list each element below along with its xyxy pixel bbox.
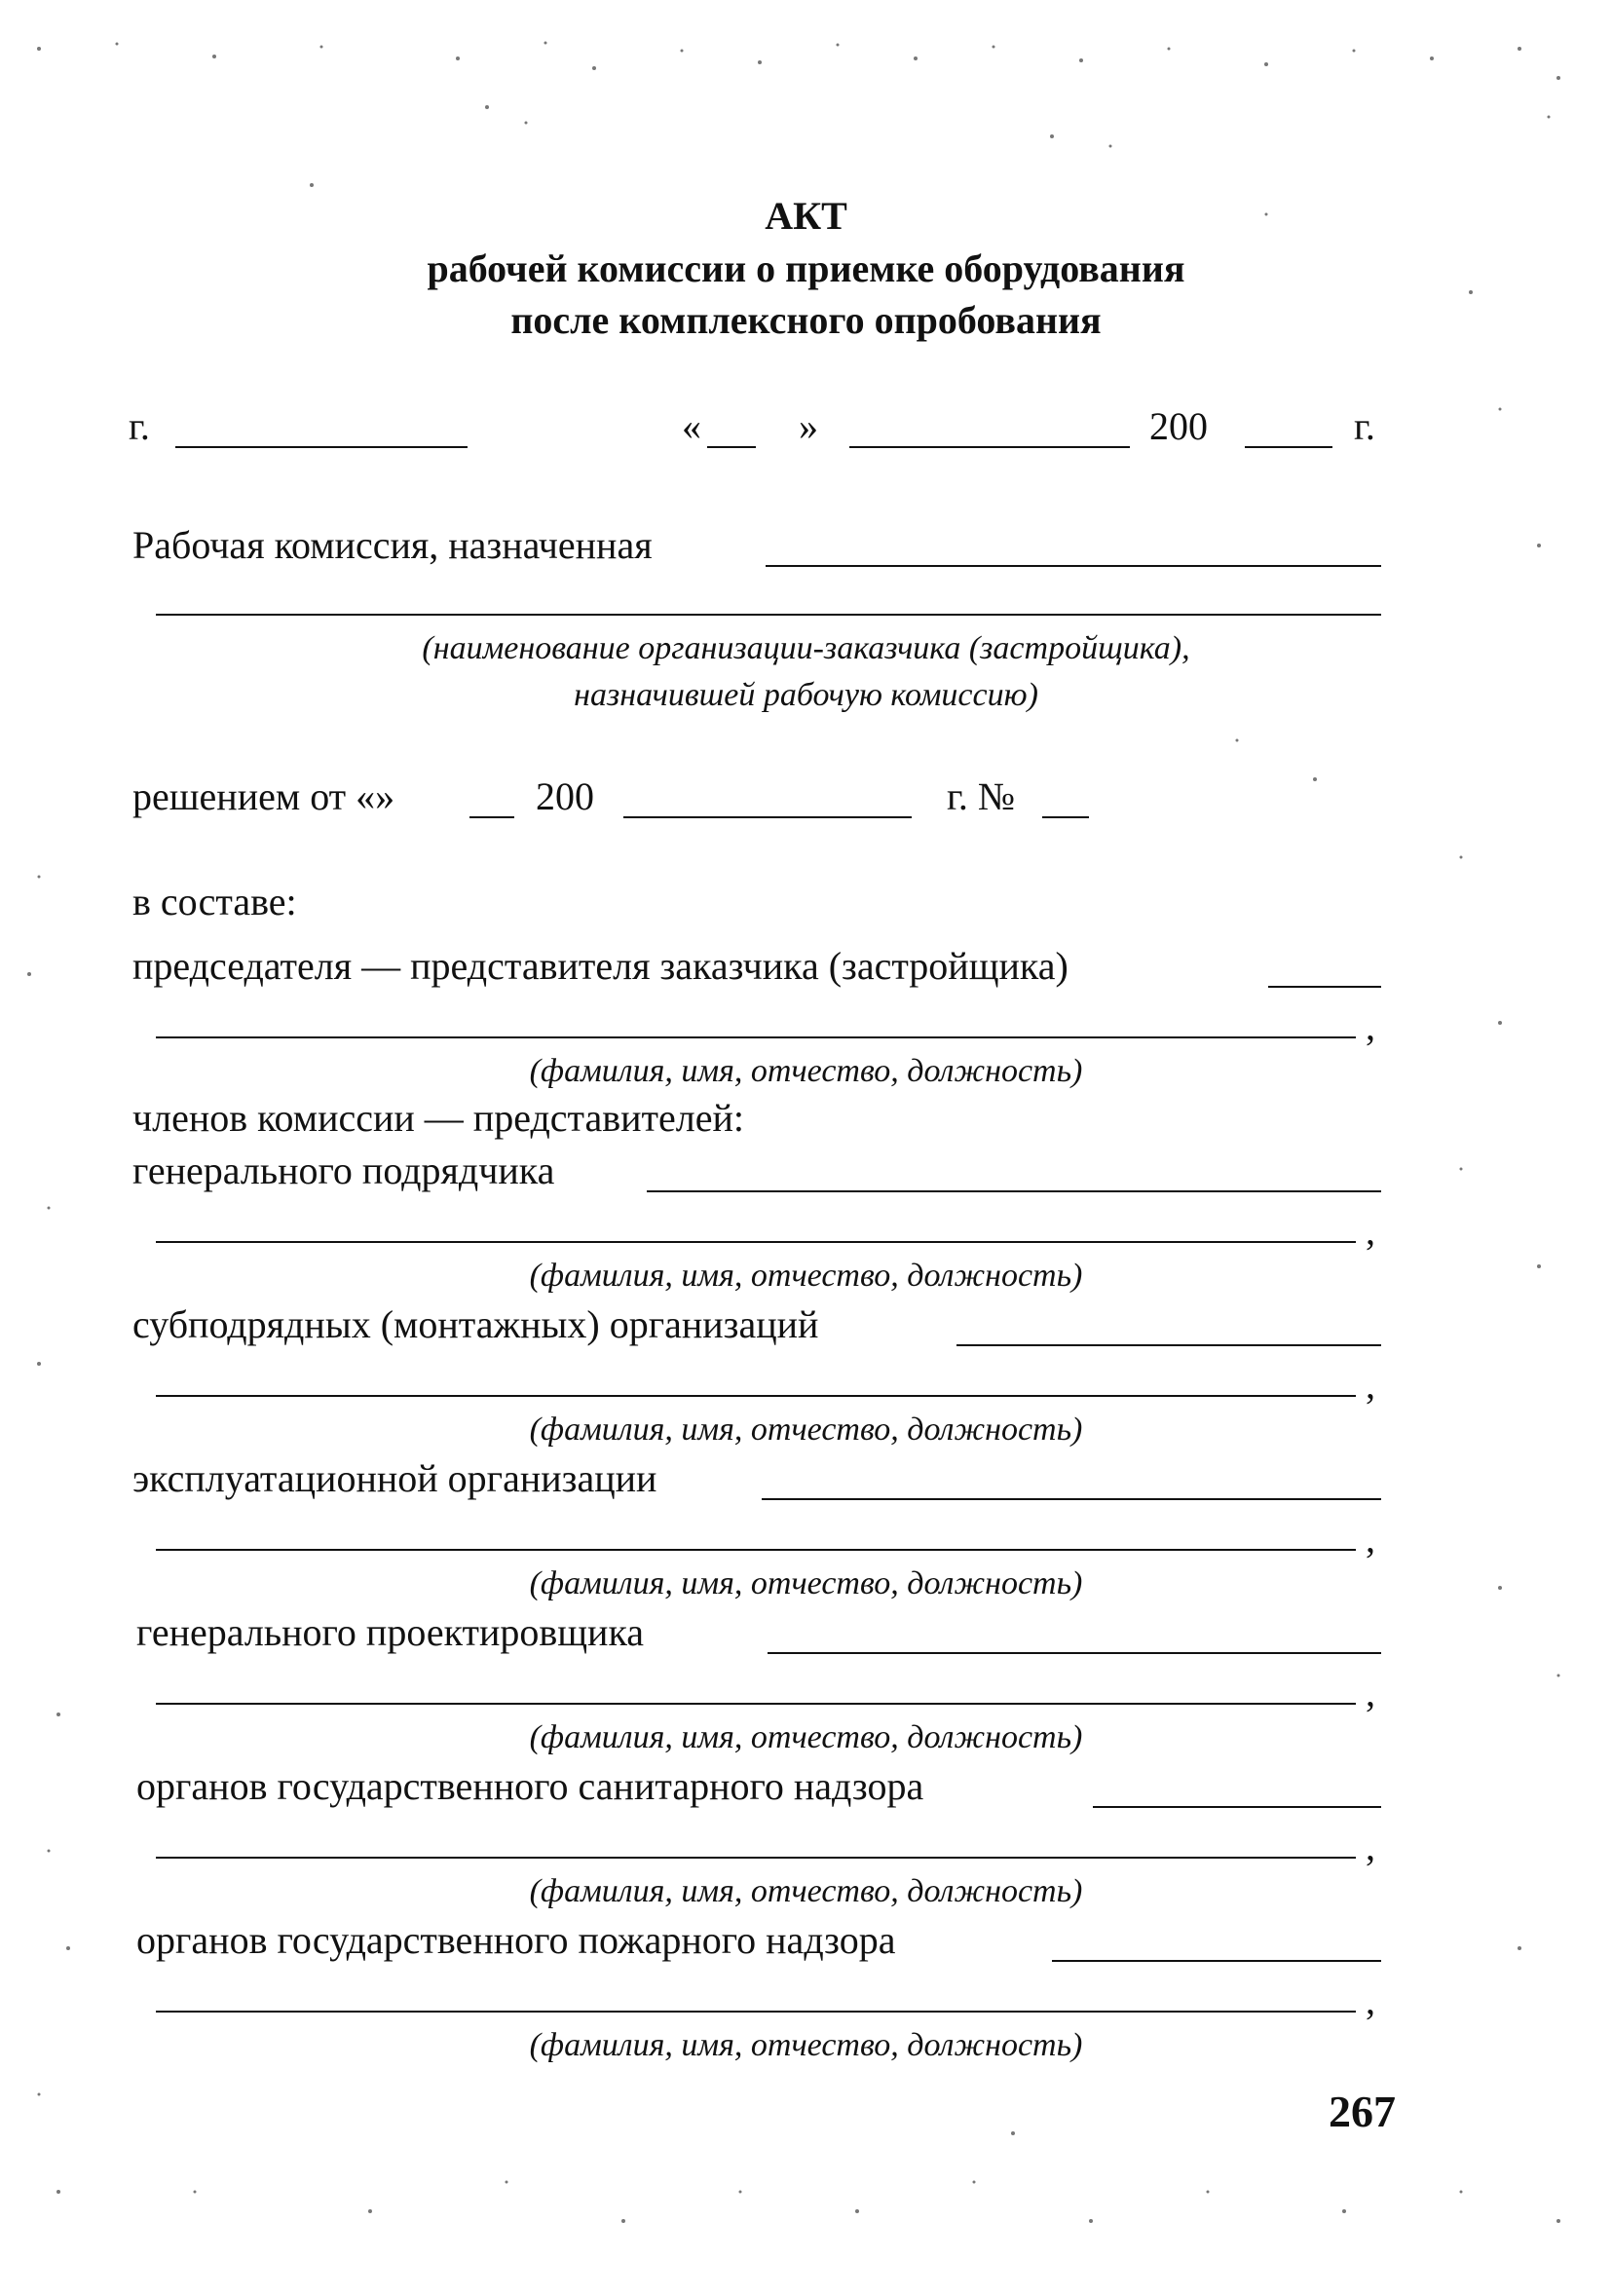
sanitary-field[interactable] — [1093, 1806, 1381, 1808]
commission-note-1: (наименование организации-заказчика (застройщика), — [422, 630, 1190, 666]
commission-org-field-2[interactable] — [156, 614, 1381, 616]
comma: , — [1366, 1825, 1375, 1868]
year-suffix: г. — [1354, 404, 1375, 448]
operating-org-field-2[interactable] — [156, 1549, 1356, 1551]
comma: , — [1366, 1004, 1375, 1048]
document-title: АКТ — [765, 194, 847, 238]
commission-note-2: назначившей рабочую комиссию) — [574, 677, 1038, 713]
decision-prefix: решением от «» — [132, 774, 395, 818]
person-note: (фамилия, имя, отчество, должность) — [529, 1565, 1083, 1601]
chairman-field-2[interactable] — [156, 1036, 1356, 1038]
city-field[interactable] — [175, 446, 468, 448]
chairman-field[interactable] — [1268, 986, 1381, 988]
person-note: (фамилия, имя, отчество, должность) — [529, 2027, 1083, 2063]
operating-org-field[interactable] — [762, 1498, 1381, 1500]
general-designer-field[interactable] — [768, 1652, 1381, 1654]
operating-org-label: эксплуатационной организации — [132, 1456, 657, 1500]
general-designer-field-2[interactable] — [156, 1703, 1356, 1705]
day-quote-open: « — [682, 404, 701, 448]
page-number: 267 — [1329, 2087, 1396, 2136]
composition-label: в составе: — [132, 880, 297, 923]
subcontractors-field[interactable] — [956, 1344, 1381, 1346]
decision-number-label: г. № — [947, 774, 1016, 818]
chairman-label: председателя — представителя заказчика (застройщика) — [132, 944, 1068, 988]
decision-day-field[interactable] — [469, 816, 514, 818]
day-quote-close: » — [799, 404, 818, 448]
month-field[interactable] — [849, 446, 1130, 448]
city-prefix: г. — [129, 404, 150, 448]
decision-year: 200 — [536, 774, 594, 818]
subcontractors-label: субподрядных (монтажных) организаций — [132, 1302, 819, 1346]
document-subtitle-line1: рабочей комиссии о приемке оборудования — [427, 246, 1185, 290]
comma: , — [1366, 1209, 1375, 1253]
members-label: членов комиссии — представителей: — [132, 1096, 745, 1140]
person-note: (фамилия, имя, отчество, должность) — [529, 1411, 1083, 1448]
decision-month-field[interactable] — [623, 816, 912, 818]
comma: , — [1366, 1978, 1375, 2022]
comma: , — [1366, 1671, 1375, 1714]
person-note: (фамилия, имя, отчество, должность) — [529, 1719, 1083, 1755]
commission-org-field[interactable] — [766, 565, 1381, 567]
sanitary-label: органов государственного санитарного надзора — [136, 1764, 924, 1808]
comma: , — [1366, 1517, 1375, 1561]
person-note: (фамилия, имя, отчество, должность) — [529, 1873, 1083, 1909]
sanitary-field-2[interactable] — [156, 1857, 1356, 1859]
year-field[interactable] — [1245, 446, 1332, 448]
subcontractors-field-2[interactable] — [156, 1395, 1356, 1397]
commission-label: Рабочая комиссия, назначенная — [132, 523, 653, 567]
fire-label: органов государственного пожарного надзора — [136, 1918, 896, 1962]
general-contractor-label: генерального подрядчика — [132, 1148, 555, 1192]
general-contractor-field-2[interactable] — [156, 1241, 1356, 1243]
person-note: (фамилия, имя, отчество, должность) — [529, 1053, 1083, 1089]
comma: , — [1366, 1363, 1375, 1407]
person-note: (фамилия, имя, отчество, должность) — [529, 1258, 1083, 1294]
fire-field-2[interactable] — [156, 2011, 1356, 2013]
fire-field[interactable] — [1052, 1960, 1381, 1962]
general-designer-label: генерального проектировщика — [136, 1610, 645, 1654]
document-subtitle-line2: после комплексного опробования — [510, 298, 1102, 342]
year-prefix: 200 — [1149, 404, 1208, 448]
general-contractor-field[interactable] — [647, 1190, 1381, 1192]
decision-number-field[interactable] — [1042, 816, 1089, 818]
day-field[interactable] — [707, 446, 756, 448]
